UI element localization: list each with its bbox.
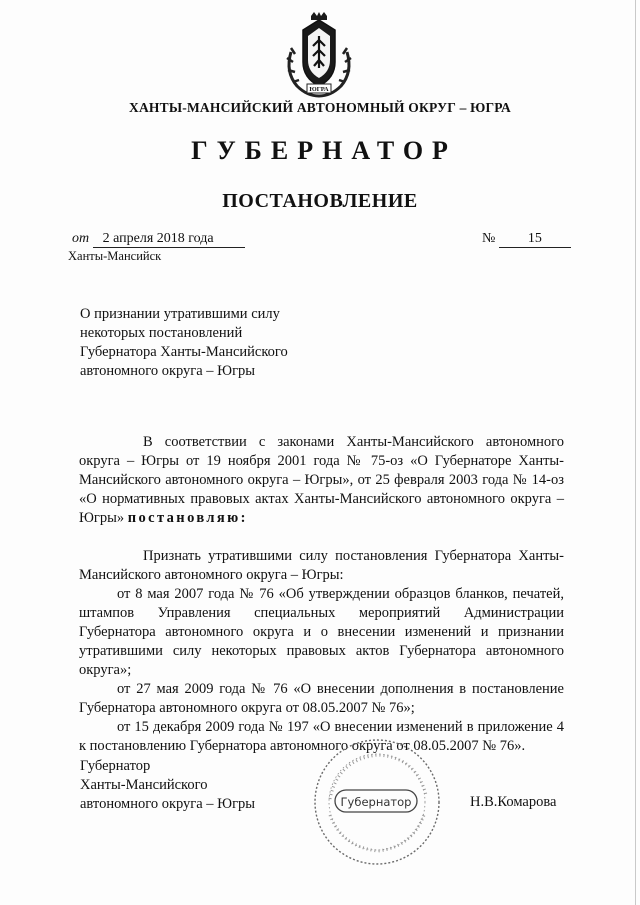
number-row (482, 231, 571, 248)
repealed-item: от 27 мая 2009 года № 76 «О внесении дополнения в постановление Губернатора автономного округа от 08.05.2007 № 76»; (79, 681, 564, 716)
resolution-intro: Признать утратившими силу постановления Губернатора Ханты-Мансийского автономного округа – Югры: (79, 548, 564, 583)
position-line: автономного округа – Югры (80, 796, 256, 812)
document-subject (80, 305, 288, 381)
subject-line: некоторых постановлений (80, 325, 243, 341)
issuer-title: ГУБЕРНАТОР (191, 136, 457, 165)
number-prefix: № (482, 231, 496, 246)
region-name: ХАНТЫ-МАНСИЙСКИЙ АВТОНОМНЫЙ ОКРУГ – ЮГРА (129, 100, 511, 115)
position-line: Ханты-Мансийского (80, 777, 208, 793)
repealed-item: от 8 мая 2007 года № 76 «Об утверждении образцов бланков, печатей, штампов Управления специальных мероприятий Администрации Губернатора автономного округа и о внесении изменений и признании утратившими силу некоторых правовых актов Губернатора автономного округа»; (79, 586, 564, 678)
coat-of-arms-emblem (283, 12, 355, 98)
subject-line: Губернатора Ханты-Мансийского (80, 344, 288, 360)
subject-line: О признании утратившими силу (80, 306, 280, 322)
date-row (72, 231, 245, 248)
document-date: 2 апреля 2018 года (93, 231, 245, 248)
position-line: Губернатор (80, 758, 151, 774)
document-type: ПОСТАНОВЛЕНИЕ (222, 190, 418, 212)
official-stamp (308, 735, 446, 869)
resolve-colon: : (240, 510, 246, 526)
signatory-name: Н.В.Комарова (470, 794, 557, 810)
subject-line: автономного округа – Югры (80, 363, 256, 379)
date-prefix: от (72, 231, 90, 246)
preamble-paragraph (79, 433, 564, 528)
stamp-text: Губернатор (340, 795, 412, 809)
document-body (79, 433, 564, 756)
document-number: 15 (499, 231, 571, 248)
repealed-item: от 15 декабря 2009 года № 197 «О внесении изменений в приложение 4 к постановлению Губернатора автономного округа от 08.05.2007 № 76». (79, 719, 564, 754)
preamble-text: В соответствии с законами Ханты-Мансийского автономного округа – Югры от 19 ноября 2001 года № 75-оз «О Губернаторе Ханты-Мансийского автономного округа – Югры», от 25 февраля 2003 года № 14-оз «О нормативных правовых актах Ханты-Мансийского автономного округа – Югры» (79, 434, 564, 526)
city: Ханты-Мансийск (68, 249, 162, 263)
resolve-word: постановляю (127, 510, 241, 526)
emblem-caption: ЮГРА (309, 86, 329, 93)
signatory-position (80, 757, 255, 814)
